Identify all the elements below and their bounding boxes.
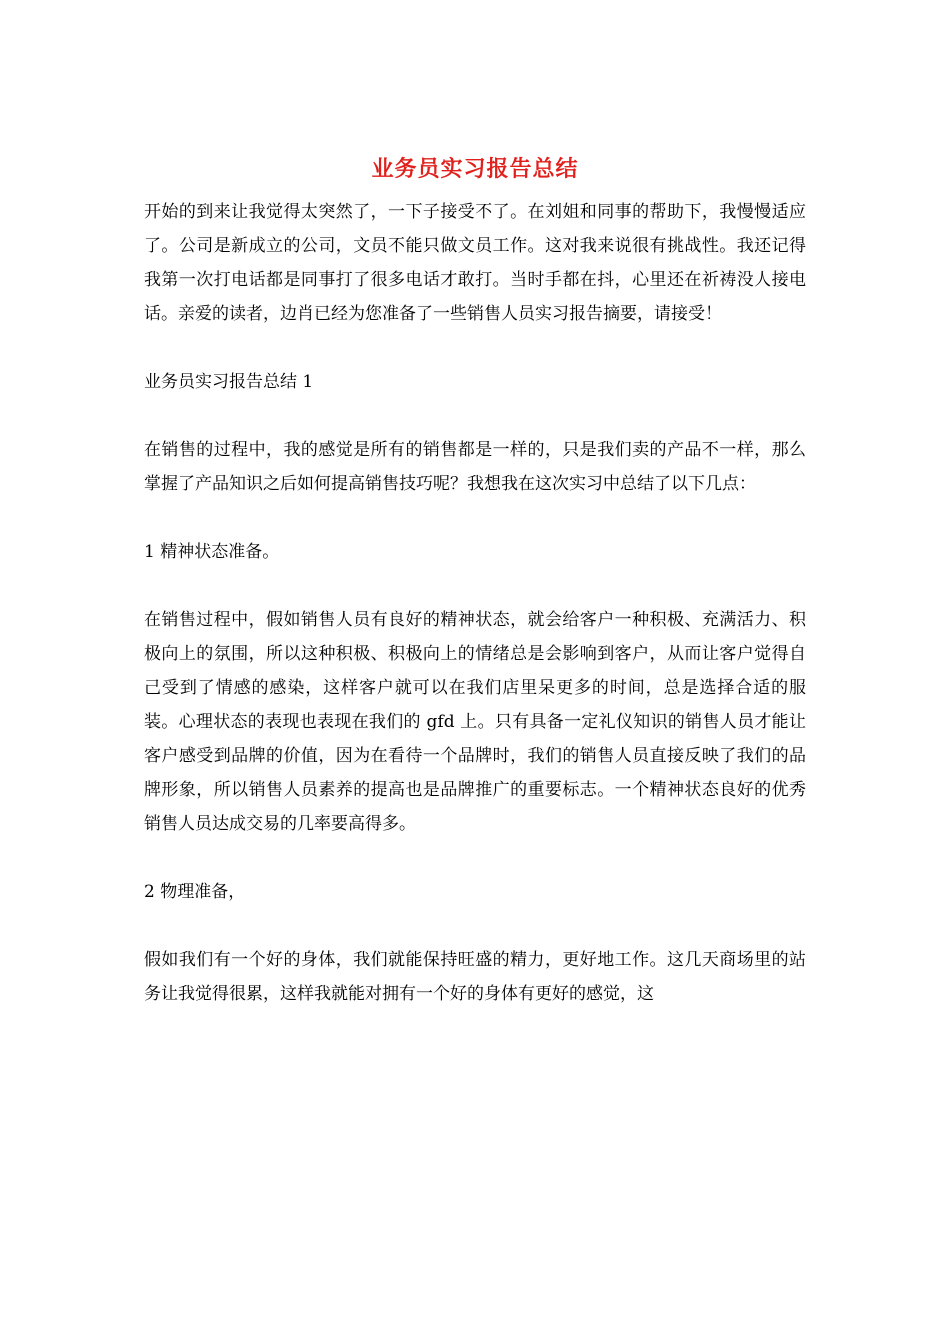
paragraph-spacer: [144, 501, 806, 535]
document-title: 业务员实习报告总结: [371, 156, 579, 182]
paragraph-spacer: [144, 841, 806, 875]
subheading-physical: 2 物理准备，: [144, 882, 246, 902]
section-heading: 业务员实习报告总结 1: [144, 372, 314, 392]
body-paragraph: 在销售的过程中，我的感觉是所有的销售都是一样的，只是我们卖的产品不一样，那么掌握了产品知识之后如何提高销售技巧呢？我想我在这次实习中总结了以下几点：: [144, 440, 806, 494]
intro-paragraph: 开始的到来让我觉得太突然了，一下子接受不了。在刘姐和同事的帮助下，我慢慢适应了。公司是新成立的公司，文员不能只做文员工作。这对我来说很有挑战性。我还记得我第一次打电话都是同事打了很多电话才敢打。当时手都在抖，心里还在祈祷没人接电话。亲爱的读者，边肖已经为您准备了一些销售人员实习报告摘要，请接受！: [144, 202, 806, 324]
body-paragraph: 假如我们有一个好的身体，我们就能保持旺盛的精力，更好地工作。这几天商场里的站务让我觉得很累，这样我就能对拥有一个好的身体有更好的感觉，这: [144, 950, 806, 1004]
body-paragraph: 在销售过程中，假如销售人员有良好的精神状态，就会给客户一种积极、充满活力、积极向上的氛围，所以这种积极、积极向上的情绪总是会影响到客户，从而让客户觉得自己受到了情感的感染，这样客户就可以在我们店里呆更多的时间，总是选择合适的服装。心理状态的表现也表现在我们的 gfd 上。只有具备一定礼仪知识的销售人员才能让客户感受到品牌的价值，因为在看待一个品牌时，我们的销售人员直接反映了我们的品牌形象，所以销售人员素养的提高也是品牌推广的重要标志。一个精神状态良好的优秀销售人员达成交易的几率要高得多。: [144, 610, 806, 834]
document-body: [144, 195, 806, 1011]
paragraph-spacer: [144, 569, 806, 603]
paragraph-spacer: [144, 399, 806, 433]
paragraph-spacer: [144, 909, 806, 943]
subheading-mental-state: 1 精神状态准备。: [144, 542, 280, 562]
paragraph-spacer: [144, 331, 806, 365]
